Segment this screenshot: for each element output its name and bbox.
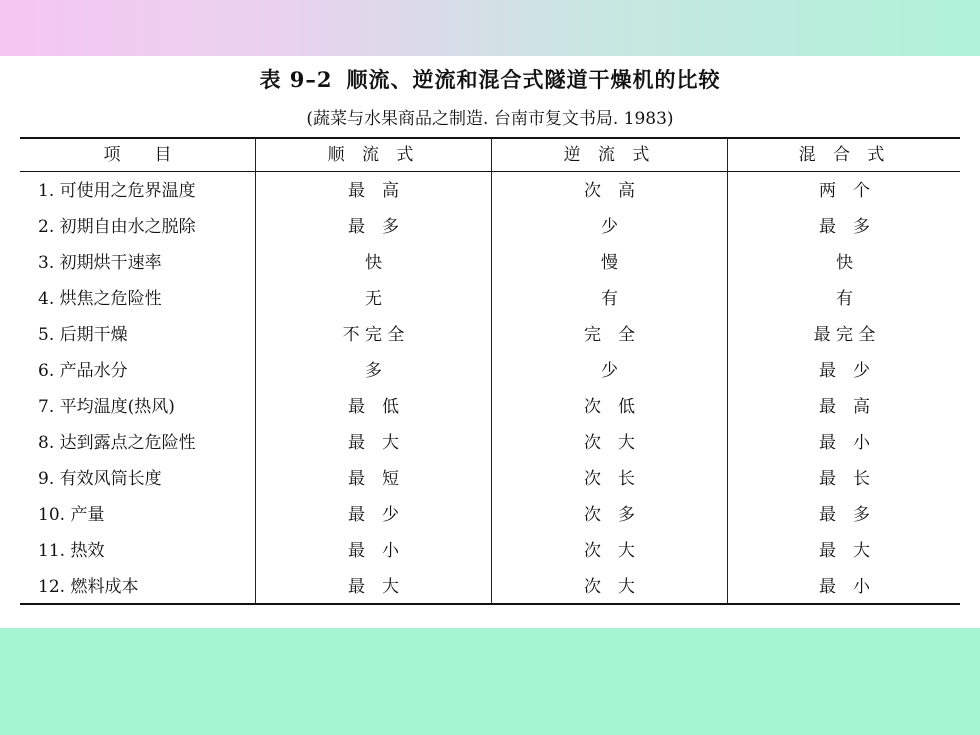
table-source: (蔬菜与水果商品之制造. 台南市复文书局. 1983) xyxy=(306,109,674,129)
cell-cocurrent: 多 xyxy=(365,361,382,381)
cell-countercurrent: 完 全 xyxy=(584,325,635,345)
cell-cocurrent: 最 短 xyxy=(348,469,399,489)
row-label: 7. 平均温度(热风) xyxy=(38,397,175,417)
table-row xyxy=(0,425,980,461)
cell-countercurrent: 次 长 xyxy=(584,469,635,489)
cell-mixed: 有 xyxy=(836,289,853,309)
cell-mixed: 最 大 xyxy=(819,541,870,561)
table-row xyxy=(0,353,980,389)
table-row xyxy=(0,209,980,245)
header-cocurrent: 顺 流 式 xyxy=(327,145,420,165)
cell-cocurrent: 最 高 xyxy=(348,181,399,201)
table-row xyxy=(0,389,980,425)
cell-countercurrent: 次 高 xyxy=(584,181,635,201)
table-number: 表 9–2 xyxy=(259,67,333,92)
cell-mixed: 最 小 xyxy=(819,433,870,453)
table-row xyxy=(0,173,980,209)
cell-cocurrent: 最 大 xyxy=(348,433,399,453)
table-row xyxy=(0,245,980,281)
table-row xyxy=(0,281,980,317)
cell-countercurrent: 次 低 xyxy=(584,397,635,417)
row-label: 6. 产品水分 xyxy=(38,361,128,381)
table-row xyxy=(0,497,980,533)
row-label: 10. 产量 xyxy=(38,505,105,525)
cell-countercurrent: 次 大 xyxy=(584,433,635,453)
table-header-rule xyxy=(20,171,960,172)
cell-cocurrent: 最 小 xyxy=(348,541,399,561)
table-title-text: 顺流、逆流和混合式隧道干燥机的比较 xyxy=(346,67,721,92)
header-mixed: 混 合 式 xyxy=(798,145,891,165)
cell-cocurrent: 最 大 xyxy=(348,577,399,597)
header-countercurrent: 逆 流 式 xyxy=(563,145,656,165)
cell-mixed: 最 小 xyxy=(819,577,870,597)
row-label: 1. 可使用之危界温度 xyxy=(38,181,196,201)
cell-cocurrent: 快 xyxy=(365,253,382,273)
table-row xyxy=(0,533,980,569)
cell-countercurrent: 次 大 xyxy=(584,577,635,597)
cell-cocurrent: 最 低 xyxy=(348,397,399,417)
cell-cocurrent: 无 xyxy=(365,289,382,309)
row-label: 2. 初期自由水之脱除 xyxy=(38,217,196,237)
cell-mixed: 最 高 xyxy=(819,397,870,417)
row-label: 8. 达到露点之危险性 xyxy=(38,433,196,453)
cell-countercurrent: 少 xyxy=(601,361,618,381)
cell-cocurrent: 最 少 xyxy=(348,505,399,525)
cell-mixed: 最 完 全 xyxy=(813,325,876,345)
row-label: 12. 燃料成本 xyxy=(38,577,139,597)
cell-countercurrent: 次 多 xyxy=(584,505,635,525)
table-row xyxy=(0,461,980,497)
cell-cocurrent: 不 完 全 xyxy=(342,325,405,345)
cell-countercurrent: 少 xyxy=(601,217,618,237)
bottom-band xyxy=(0,628,980,735)
cell-mixed: 最 长 xyxy=(819,469,870,489)
row-label: 11. 热效 xyxy=(38,541,105,561)
row-label: 5. 后期干燥 xyxy=(38,325,128,345)
table-top-rule xyxy=(20,137,960,139)
cell-mixed: 快 xyxy=(836,253,853,273)
cell-countercurrent: 次 大 xyxy=(584,541,635,561)
cell-mixed: 最 少 xyxy=(819,361,870,381)
cell-cocurrent: 最 多 xyxy=(348,217,399,237)
row-label: 9. 有效风筒长度 xyxy=(38,469,162,489)
row-label: 3. 初期烘干速率 xyxy=(38,253,162,273)
table-title xyxy=(0,64,980,94)
cell-countercurrent: 慢 xyxy=(601,253,618,273)
table-row xyxy=(0,569,980,605)
header-item: 项 目 xyxy=(103,145,172,165)
row-label: 4. 烘焦之危险性 xyxy=(38,289,162,309)
cell-mixed: 最 多 xyxy=(819,217,870,237)
table-row xyxy=(0,317,980,353)
cell-mixed: 最 多 xyxy=(819,505,870,525)
cell-mixed: 两 个 xyxy=(819,181,870,201)
cell-countercurrent: 有 xyxy=(601,289,618,309)
top-gradient-band xyxy=(0,0,980,56)
